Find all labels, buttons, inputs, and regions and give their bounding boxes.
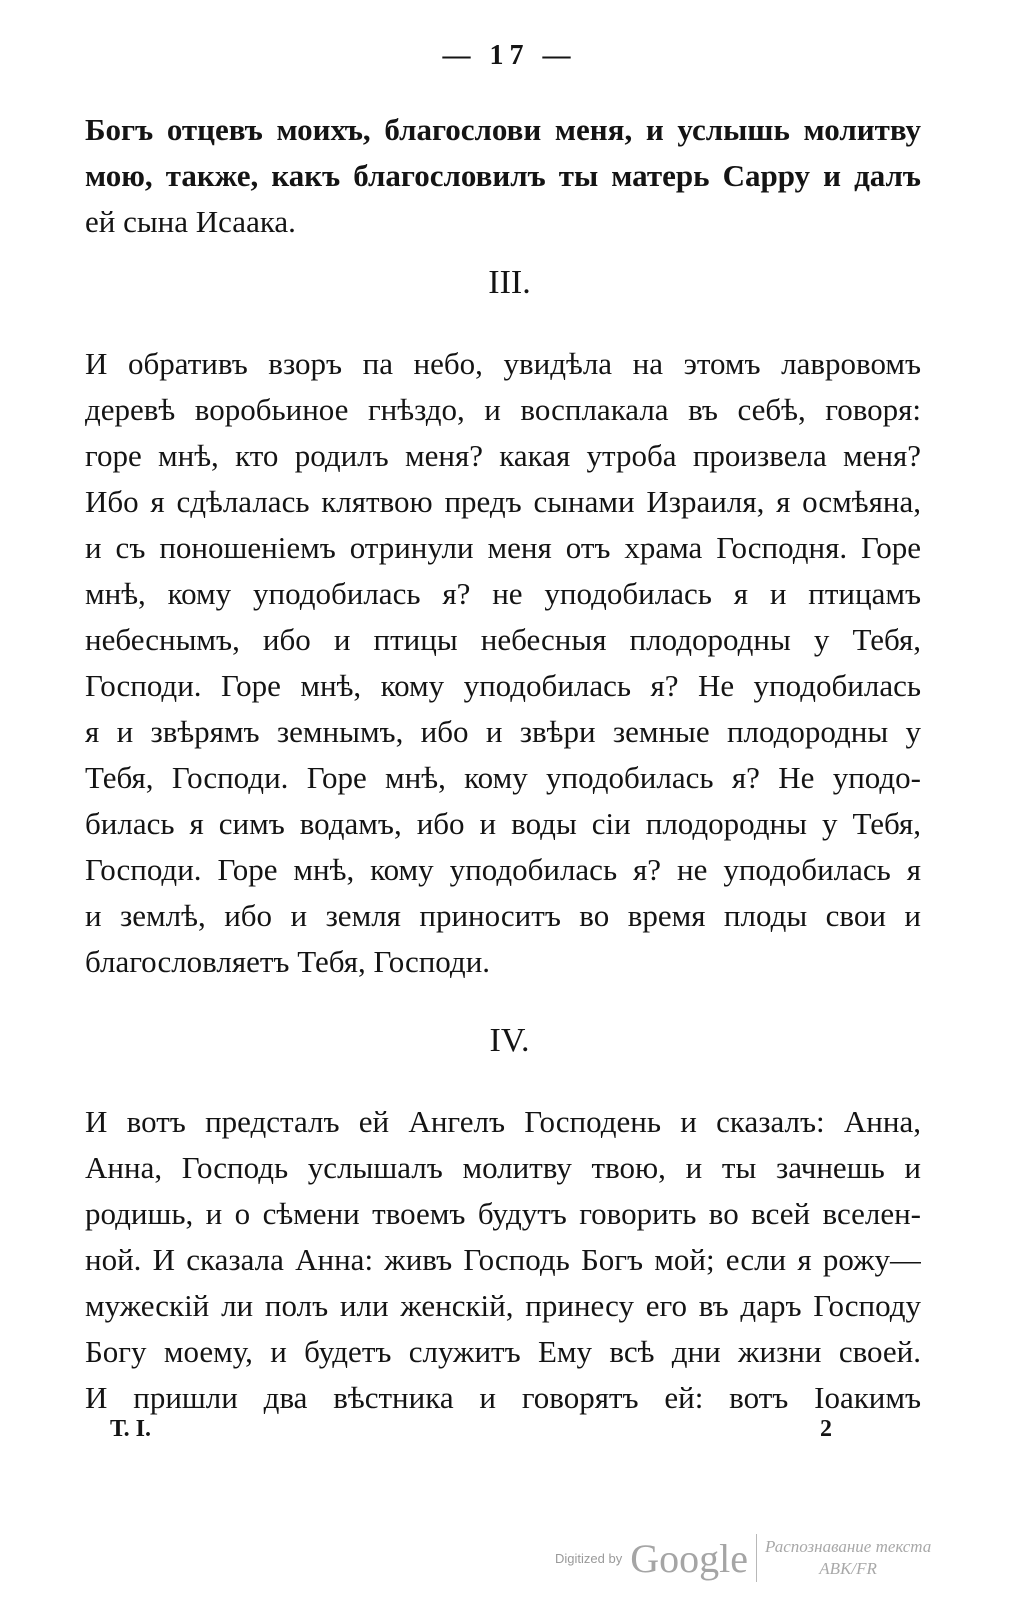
recognition-credit: [765, 1536, 931, 1580]
signature-number: 2: [820, 1416, 832, 1442]
text-line: я и звѣрямъ земнымъ, ибо и звѣри земные плодородны у: [85, 714, 921, 749]
text-line: Тебя, Господи. Горе мнѣ, кому уподобилась я? Не уподо-: [85, 760, 921, 795]
google-logo: Google: [630, 1535, 748, 1581]
text-line: мнѣ, кому уподобилась я? не уподобилась я и птицамъ: [85, 576, 921, 611]
text-line: ной. И сказала Анна: живъ Господь Богъ мой; если я рожу—: [85, 1242, 921, 1277]
text-line: Господи. Горе мнѣ, кому уподобилась я? Не уподобилась: [85, 668, 921, 703]
text-line: И пришли два вѣстника и говорятъ ей: вотъ Іоакимъ: [85, 1380, 921, 1415]
text-line: и землѣ, ибо и земля приноситъ во время плоды свои и: [85, 898, 921, 933]
text-line: мою, также, какъ благословилъ ты матерь Сарру и далъ: [85, 158, 921, 193]
watermark-divider: [756, 1534, 757, 1582]
page-number: — 17 —: [442, 40, 577, 71]
text-line: И обративъ взоръ па небо, увидѣла на этомъ лавровомъ: [85, 346, 921, 381]
text-line: небеснымъ, ибо и птицы небесныя плодородны у Тебя,: [85, 622, 921, 657]
text-line: Богу моему, и будетъ служитъ Ему всѣ дни жизни своей.: [85, 1334, 921, 1369]
recognition-line-2: ABK/FR: [819, 1559, 877, 1578]
text-line: билась я симъ водамъ, ибо и воды сіи плодородны у Тебя,: [85, 806, 921, 841]
text-line: и съ поношеніемъ отринули меня отъ храма Господня. Горе: [85, 530, 921, 565]
text-line: И вотъ предсталъ ей Ангелъ Господень и сказалъ: Анна,: [85, 1104, 921, 1139]
text-line: Господи. Горе мнѣ, кому уподобилась я? не уподобилась я: [85, 852, 921, 887]
digitized-by-label: Digitized by: [555, 1550, 623, 1566]
text-line: родишь, и о сѣмени твоемъ будутъ говорить во всей вселен-: [85, 1196, 921, 1231]
text-line: ей сына Исаака.: [85, 204, 296, 239]
text-line: Анна, Господь услышалъ молитву твою, и ты зачнешь и: [85, 1150, 921, 1185]
text-line: деревѣ воробьиное гнѣздо, и восплакала въ себѣ, говоря:: [85, 392, 921, 427]
text-line: благословляетъ Тебя, Господи.: [85, 944, 491, 979]
text-line: Богъ отцевъ моихъ, благослови меня, и услышь молитву: [85, 112, 921, 147]
signature-volume: Т. I.: [110, 1416, 151, 1442]
text-line: Ибо я сдѣлалась клятвою предъ сынами Израиля, я осмѣяна,: [85, 484, 921, 519]
text-line: мужескій ли полъ или женскій, принесу его въ даръ Господу: [85, 1288, 921, 1323]
text-line: горе мнѣ, кто родилъ меня? какая утроба произвела меня?: [85, 438, 921, 473]
digitization-watermark: [555, 1528, 931, 1588]
section-heading-4: IV.: [489, 1022, 530, 1059]
recognition-line-1: Распознавание текста: [764, 1537, 932, 1556]
section-heading-3: III.: [488, 264, 531, 301]
